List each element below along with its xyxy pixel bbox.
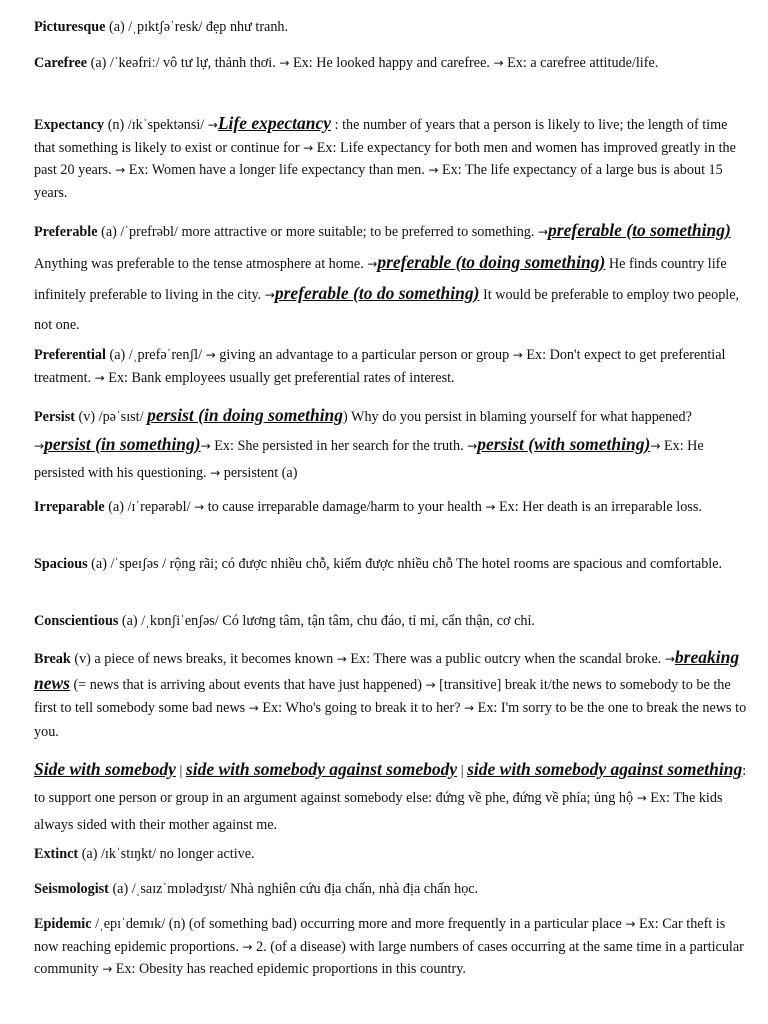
definition-text: (a) /ˈkeəfriː/ vô tư lự, thảnh thơi. xyxy=(87,55,280,71)
definition-text: (n) /ɪkˈspektənsi/ xyxy=(104,117,208,133)
definition-text: (v) a piece of news breaks, it becomes known xyxy=(70,651,337,667)
definition-text: (= news that is arriving about events that have just happened) xyxy=(69,676,426,693)
arrow-icon xyxy=(637,791,647,805)
headword: Seismologist xyxy=(34,881,109,897)
example-text: Ex: Car theft is now reaching epidemic proportions. xyxy=(34,916,726,955)
example-text: Ex: Her death is an irreparable loss. xyxy=(495,499,702,515)
headword: Expectancy xyxy=(34,117,105,133)
headword: Conscientious xyxy=(34,613,119,629)
phrase: persist (in something) xyxy=(44,434,201,454)
arrow-icon xyxy=(625,917,635,931)
headword: Preferable xyxy=(34,224,98,240)
definition-text: [transitive] break it/the news to somebody to be the first to tell somebody some bad news xyxy=(34,676,731,717)
phrase: breaking news xyxy=(34,647,740,693)
entry-epidemic xyxy=(34,913,750,981)
definition-text: (a) /ˌkɒnʃiˈenʃəs/ Có lương tâm, tận tâm, chu đáo, tỉ mỉ, cẩn thận, cơ chỉ. xyxy=(118,613,535,629)
arrow-icon xyxy=(102,962,112,976)
definition-text: 2. (of a disease) with large numbers of cases occurring at the same time in a particular community xyxy=(34,938,744,977)
definition-text: persistent (a) xyxy=(220,465,298,481)
example-text: Anything was preferable to the tense atmosphere at home. xyxy=(34,255,368,272)
phrase: preferable (to do something) xyxy=(274,283,480,303)
arrow-icon xyxy=(201,439,211,453)
example-text: Ex: She persisted in her search for the truth. xyxy=(210,438,468,454)
arrow-icon xyxy=(464,701,474,715)
definition-text: (a) /ˈprefrəbl/ more attractive or more suitable; to be preferred to something. xyxy=(97,224,538,240)
entry-expectancy xyxy=(34,112,750,204)
definition-text: : the number of years that a person is likely to live; the length of time that something is likely to exist or continue for xyxy=(34,117,728,156)
definition-text: (v) /pəˈsɪst/ xyxy=(74,409,148,425)
example-text: He finds country life infinitely preferable to living in the city. xyxy=(34,255,727,303)
example-text: Ex: I'm sorry to be the one to break the news to you. xyxy=(34,700,747,741)
example-text: Ex: Don't expect to get preferential treatment. xyxy=(34,347,726,386)
arrow-icon xyxy=(279,56,289,70)
example-text: Ex: There was a public outcry when the scandal broke. xyxy=(346,651,665,667)
entry-side-with xyxy=(34,756,750,839)
separator: | xyxy=(457,763,468,779)
definition-text: /ˌepɪˈdemɪk/ (n) (of something bad) occurring more and more frequently in a particular place xyxy=(91,916,626,932)
arrow-icon xyxy=(194,500,204,514)
arrow-icon xyxy=(650,439,660,453)
phrase: persist (with something) xyxy=(477,434,651,454)
arrow-icon xyxy=(467,439,477,453)
arrow-icon xyxy=(493,56,503,70)
arrow-icon xyxy=(95,371,105,385)
arrow-icon xyxy=(513,348,523,362)
phrase: persist (in doing something xyxy=(147,405,344,425)
example-text: Ex: a carefree attitude/life. xyxy=(503,55,659,71)
headword: Spacious xyxy=(34,556,88,572)
entry-preferable xyxy=(34,216,750,340)
arrow-icon xyxy=(34,439,44,453)
arrow-icon xyxy=(538,225,548,239)
entry-preferential xyxy=(34,344,750,389)
arrow-icon xyxy=(115,163,125,177)
headword: Picturesque xyxy=(34,19,106,35)
arrow-icon xyxy=(425,678,435,692)
phrase: side with somebody against somebody xyxy=(185,759,458,779)
definition-text: (a) /ˌsaɪzˈmɒlədʒɪst/ Nhà nghiên cứu địa chấn, nhà địa chấn học. xyxy=(108,881,479,897)
entry-spacious xyxy=(34,553,750,576)
phrase: preferable (to doing something) xyxy=(377,251,606,272)
phrase: side with somebody against something xyxy=(467,759,743,779)
arrow-icon xyxy=(208,118,218,132)
headword: Persist xyxy=(34,409,75,425)
example-text: Ex: The life expectancy of a large bus is about 15 years. xyxy=(34,162,723,201)
headword: Irreparable xyxy=(34,499,105,515)
arrow-icon xyxy=(428,163,438,177)
definition-text: giving an advantage to a particular person or group xyxy=(215,347,513,363)
definition-text: (a) /ɪkˈstɪŋkt/ no longer active. xyxy=(78,846,255,862)
headword: Break xyxy=(34,651,71,667)
entry-carefree xyxy=(34,52,750,75)
entry-conscientious xyxy=(34,610,750,633)
example-text: ) Why do you persist in blaming yourself for what happened? xyxy=(343,409,692,425)
entry-irreparable xyxy=(34,496,750,519)
definition-text: (a) /ˌprefəˈrenʃl/ xyxy=(105,347,206,363)
arrow-icon xyxy=(337,652,347,666)
arrow-icon xyxy=(485,500,495,514)
arrow-icon xyxy=(206,348,216,362)
arrow-icon xyxy=(242,940,252,954)
arrow-icon xyxy=(303,141,313,155)
definition-text: (a) /ˌpɪktʃəˈresk/ đẹp như tranh. xyxy=(105,19,289,35)
separator: | xyxy=(175,763,186,779)
example-text: Ex: He persisted with his questioning. xyxy=(34,438,704,481)
phrase: preferable (to something) xyxy=(548,220,731,240)
definition-text: to cause irreparable damage/harm to your health xyxy=(204,499,486,515)
example-text: Ex: Who's going to break it to her? xyxy=(258,700,465,717)
entry-break xyxy=(34,646,750,745)
entry-persist xyxy=(34,402,750,487)
headword: Extinct xyxy=(34,846,79,862)
entry-extinct xyxy=(34,843,750,866)
example-text: Ex: Obesity has reached epidemic proportions in this country. xyxy=(112,961,466,977)
example-text: Ex: The kids always sided with their mother against me. xyxy=(34,790,723,833)
headword: Epidemic xyxy=(34,916,92,932)
arrow-icon xyxy=(665,652,675,666)
arrow-icon xyxy=(210,466,220,480)
phrase: Life expectancy xyxy=(217,113,332,133)
definition-text: : to support one person or group in an argument against somebody else: đứng về phe, đứng về phía; ủng hộ xyxy=(34,763,747,806)
entry-picturesque xyxy=(34,16,750,39)
phrase: Side with somebody xyxy=(34,759,176,779)
arrow-icon xyxy=(367,257,377,271)
definition-text: (a) /ˈspeɪʃəs / rộng rãi; có được nhiều chỗ, kiếm được nhiều chỗ The hotel rooms are spacious and comfortable. xyxy=(87,556,723,572)
example-text: Ex: Bank employees usually get preferential rates of interest. xyxy=(104,369,455,386)
example-text: Ex: Life expectancy for both men and women has improved greatly in the past 20 years. xyxy=(34,139,736,178)
arrow-icon xyxy=(265,288,275,302)
entry-seismologist xyxy=(34,878,750,901)
arrow-icon xyxy=(249,701,259,715)
headword: Preferential xyxy=(34,347,106,363)
definition-text: (a) /ɪˈrepərəbl/ xyxy=(104,499,195,515)
example-text: Ex: Women have a longer life expectancy than men. xyxy=(125,162,429,178)
headword: Carefree xyxy=(34,55,88,71)
example-text: Ex: He looked happy and carefree. xyxy=(289,55,494,71)
example-text: It would be preferable to employ two people, not one. xyxy=(34,287,740,333)
